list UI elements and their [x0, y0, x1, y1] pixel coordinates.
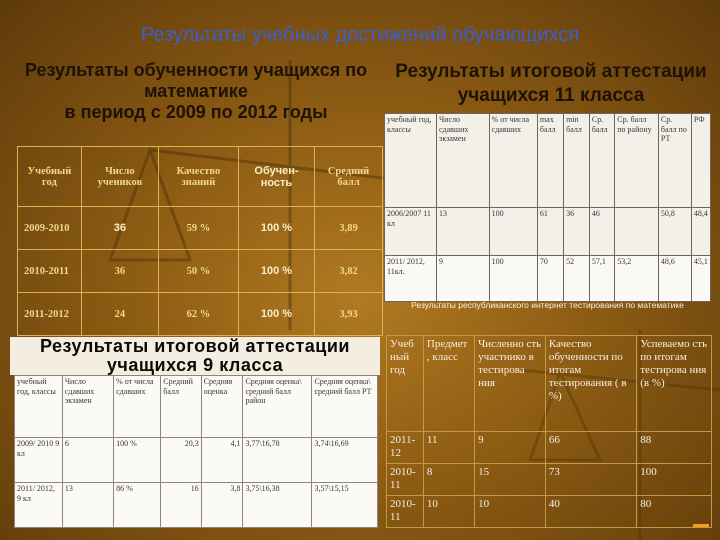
- table-cell: 100 %: [238, 207, 314, 250]
- grade11-results-table: [384, 113, 711, 302]
- table-header-row: [18, 147, 383, 207]
- table-cell: 100 %: [114, 438, 161, 483]
- grade11-results-heading: [392, 60, 710, 108]
- table-row: [15, 483, 378, 528]
- table-cell: 66: [545, 432, 636, 464]
- table-cell: 3,89: [315, 207, 383, 250]
- table-cell: 16: [161, 483, 201, 528]
- internet-testing-caption: Результаты республиканского интернет тестирования по математике: [411, 300, 684, 310]
- header-cell: Средний балл: [161, 376, 201, 438]
- table-cell: 88: [637, 432, 712, 464]
- heading-line: Результаты итоговой аттестации: [395, 61, 707, 82]
- table-row: [18, 207, 383, 250]
- table-cell: 45,1: [691, 256, 710, 302]
- table-cell: 100 %: [238, 250, 314, 293]
- table-row: [18, 250, 383, 293]
- table-cell: 50 %: [158, 250, 238, 293]
- header-cell: Число сдавших экзамен: [436, 114, 489, 208]
- table-row: [385, 256, 711, 302]
- header-cell: учебный год, классы: [385, 114, 437, 208]
- header-cell: min балл: [564, 114, 590, 208]
- table-cell: 70: [537, 256, 563, 302]
- table-row: [387, 496, 712, 528]
- table-row: [387, 464, 712, 496]
- table-cell: 36: [81, 250, 158, 293]
- table-cell: 2009-2010: [18, 207, 82, 250]
- table-header-row: [385, 114, 711, 208]
- table-cell: 3,57\15,15: [312, 483, 378, 528]
- heading-line: Результаты итоговой аттестации: [39, 336, 350, 356]
- table-cell: 10: [423, 496, 474, 528]
- header-cell: Ср. балл: [589, 114, 614, 208]
- table-cell: 61: [537, 208, 563, 256]
- heading-line: учащихся 11 класса: [457, 85, 645, 106]
- header-cell: Предмет , класс: [423, 336, 474, 432]
- table-cell: 100: [489, 256, 537, 302]
- math-results-table: [17, 146, 383, 336]
- header-cell: Учебный год: [18, 147, 82, 207]
- table-cell: 48,4: [691, 208, 710, 256]
- math-results-heading: [6, 60, 386, 123]
- grade9-results-heading: [14, 337, 376, 375]
- header-cell: Ср. балл по РТ: [658, 114, 691, 208]
- table-cell: 2010-11: [387, 496, 424, 528]
- table-cell: 100 %: [238, 293, 314, 336]
- header-cell: РФ: [691, 114, 710, 208]
- table-cell: 3,74\16,69: [312, 438, 378, 483]
- table-cell: 2006/2007 11 кл: [385, 208, 437, 256]
- table-cell: 36: [564, 208, 590, 256]
- header-cell: Число учеников: [81, 147, 158, 207]
- table-cell: 73: [545, 464, 636, 496]
- table-cell: 80: [637, 496, 712, 528]
- table-cell: 6: [62, 438, 113, 483]
- table-cell: 13: [62, 483, 113, 528]
- table-cell: 3,93: [315, 293, 383, 336]
- table-row: [18, 293, 383, 336]
- table-cell: 46: [589, 208, 614, 256]
- table-header-row: [387, 336, 712, 432]
- internet-testing-table: [386, 335, 712, 528]
- table-cell: 48,6: [658, 256, 691, 302]
- table-cell: 2009/ 2010 9 кл: [15, 438, 63, 483]
- header-cell: Успеваемо сть по итогам тестирова ния (в %): [637, 336, 712, 432]
- header-cell: Качество знаний: [158, 147, 238, 207]
- table-cell: 9: [475, 432, 546, 464]
- table-cell: 52: [564, 256, 590, 302]
- table-header-row: [15, 376, 378, 438]
- table-cell: 2011-12: [387, 432, 424, 464]
- heading-line: учащихся 9 класса: [106, 355, 284, 375]
- header-cell: Средняя оценка: [201, 376, 243, 438]
- grade9-results-table: [14, 375, 378, 528]
- table-cell: 13: [436, 208, 489, 256]
- slide-title: Результаты учебных достижений обучающихся: [140, 24, 580, 46]
- table-cell: 9: [436, 256, 489, 302]
- table-cell: 36: [81, 207, 158, 250]
- header-cell: Численно сть участнико в тестирова ния: [475, 336, 546, 432]
- table-cell: 50,8: [658, 208, 691, 256]
- table-cell: 15: [475, 464, 546, 496]
- table-cell: 62 %: [158, 293, 238, 336]
- header-cell: Качество обученности по итогам тестирования ( в %): [545, 336, 636, 432]
- header-cell: Учеб ный год: [387, 336, 424, 432]
- table-cell: 2011/ 2012, 9 кл: [15, 483, 63, 528]
- heading-line: математике: [144, 81, 248, 101]
- table-cell: 20,3: [161, 438, 201, 483]
- table-row: [385, 208, 711, 256]
- table-row: [15, 438, 378, 483]
- table-cell: 10: [475, 496, 546, 528]
- table-cell: [615, 208, 659, 256]
- heading-line: в период с 2009 по 2012 годы: [64, 102, 328, 122]
- table-cell: 2010-2011: [18, 250, 82, 293]
- table-cell: 8: [423, 464, 474, 496]
- table-cell: 53,2: [615, 256, 659, 302]
- table-row: [387, 432, 712, 464]
- table-cell: 2010-11: [387, 464, 424, 496]
- table-cell: 3,8: [201, 483, 243, 528]
- header-cell: Средний балл: [315, 147, 383, 207]
- table-cell: 57,1: [589, 256, 614, 302]
- header-cell: Ср. балл по району: [615, 114, 659, 208]
- table-cell: 40: [545, 496, 636, 528]
- table-cell: 100: [489, 208, 537, 256]
- table-cell: 11: [423, 432, 474, 464]
- table-cell: 3,75\16,38: [243, 483, 312, 528]
- table-cell: 59 %: [158, 207, 238, 250]
- header-cell: % от числа сдавших: [114, 376, 161, 438]
- table-cell: 100: [637, 464, 712, 496]
- header-cell: Обучен-ность: [238, 147, 314, 207]
- header-cell: Средняя оценка\ средний балл РТ: [312, 376, 378, 438]
- header-cell: Средняя оценка\ средний балл район: [243, 376, 312, 438]
- slide-corner-mark: [693, 524, 709, 527]
- header-cell: учебный год, классы: [15, 376, 63, 438]
- table-cell: 4,1: [201, 438, 243, 483]
- table-cell: 2011/ 2012, 11кл.: [385, 256, 437, 302]
- header-cell: % от числа сдавших: [489, 114, 537, 208]
- heading-line: Результаты обученности учащихся по: [24, 60, 368, 80]
- table-cell: 3,77\16,78: [243, 438, 312, 483]
- header-cell: max балл: [537, 114, 563, 208]
- table-cell: 24: [81, 293, 158, 336]
- table-cell: 86 %: [114, 483, 161, 528]
- table-cell: 3,82: [315, 250, 383, 293]
- table-cell: 2011-2012: [18, 293, 82, 336]
- header-cell: Число сдавших экзамен: [62, 376, 113, 438]
